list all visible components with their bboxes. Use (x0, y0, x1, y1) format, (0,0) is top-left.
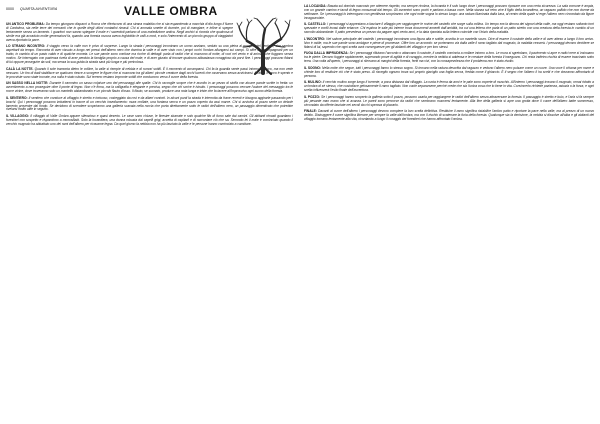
paragraph-castello: IL CASTELLO: I personaggi si apprestano a lasciare il villaggio per raggiungere le rovine del castello che sorge sulla collina. Un tempo era la dimora dei signori della valle, ma oggi restano soltanto torri spezzate e cortili invasi dalle erbacce. Chi esplora le sale più interne trova documenti anneriti dall'umidità, tra cui una lettera che parla di un patto stretto con una creatura della foresta in cambio di un raccolto abbondante. Il patto prevedeva un prezzo da pagare ogni cento anni, e la data riportata sulla lettera coincide con l'inizio della malattia. (304, 22, 594, 35)
page-number: 0000 (6, 7, 14, 11)
paragraph-mulino: IL MULINO: Il vecchio mulino sorge lungo il torrente, a poca distanza dal villaggio. La ruota è ferma da anni e le pale sono coperte di muschio. All'interno i personaggi trovano il mugnaio, ormai ridotto a un'ombra di sé stesso, che custodisce gelosamente il ramo tagliato. Non vuole separarsene perché crede che sia l'unica cosa che lo tiene in vita. Convincerlo richiede pazienza, astuzia o la forza, e ogni scelta influenzerà l'esito finale dell'avventura. (304, 80, 594, 93)
paragraph-finale: FINALE: Davanti al cuore dell'albero i personaggi devono compiere la loro scelta definitiva. Restituire il ramo significa ristabilire l'antico patto e riportare la pace nella valle, ma al prezzo di un nuovo debito. Distruggere il cuore significa liberare per sempre la valle dall'ombra, ma con il rischio di scatenare la furia della foresta. Qualunque sia la decisione, la nebbia si dissolve all'alba e gli abitanti del villaggio tornano lentamente alla vita, ricordando a lungo il coraggio dei forestieri che hanno affrontato l'ombra. (304, 109, 594, 122)
paragraph-sogno: IL SOGNO: Nella notte che segue, tutti i personaggi fanno lo stesso sogno. Si trovano nella radura descritta dal ragazzo e vedono l'albero nero pulsare come un cuore. Una voce li chiama per nome e chiede loro di restituire ciò che è stato preso. Al risveglio ognuno trova sul proprio giaciglio una foglia secca, fredda come il ghiaccio. È il segno che l'albero li ha scelti e che dovranno affrontarlo di persona. (304, 65, 595, 78)
paragraph-villaggio: IL VILLAGGIO: Il villaggio di Valle Ombra appare silenzioso e quasi deserto. Le case sono chiuse, le finestre sbarrate e solo qualche filo di fumo sale dai camini. Gli abitanti rimasti guardano i forestieri con sospetto e rispondono a monosillabi. Solo la locandiera, una donna robusta dai capelli grigi, accetta di ospitarli e di raccontare ciò che sa. Secondo lei il male è cominciato quando il vecchio mugnaio ha abbattuto uno dei rami dell'albero per ricavarne legna. Da quel giorno la nebbia non ha più lasciato la valle e le persone hanno cominciato a cambiare. (6, 114, 293, 126)
page-title: VALLE OMBRA (124, 4, 218, 18)
paragraph-sentiero: IL SENTIERO: Il sentiero che conduce al villaggio è stretto e tortuoso, costeggiato da rovi e da alberi contorti. In alcuni punti la strada è interrotta da frane recenti e bisogna aggirarle passando per i boschi. Qui i personaggi possono imbattersi in tracce di un vecchio insediamento: mura crollate, una fontana secca e un pozzo coperto da assi marce. Chi si avvicina al pozzo sente un debole lamento provenire dal fondo. Se decidono di scendere scopriranno una galleria scavata nella roccia che porta direttamente sotto le radici dell'albero nero, un passaggio dimenticato che potrebbe rivelarsi molto utile in seguito. (6, 95, 294, 112)
bare-tree-illustration (235, 17, 291, 75)
right-column (304, 5, 594, 125)
paragraph-pozzo: IL POZZO: Se i personaggi hanno scoperto la galleria sotto il pozzo, possono usarla per raggiungere le radici dell'albero senza attraversare la foresta. Il passaggio è stretto e buio, e l'aria si fa sempre più pesante man mano che si avanza. Le pareti sono percorse da radici che sembrano muoversi lentamente. Alla fine della galleria si apre una grotta dove il cuore dell'albero batte sommesso, circondato da offerte lasciate nei secoli da chi sperava di placarlo. (304, 94, 594, 107)
paragraph-locanda: LA LOCANDA: Basata sul dominio nascosto per ottenere rispetto, ma sempre ricolma, la locanda è il solo luogo dove i personaggi possono riposare con una certa sicurezza. La sala comune è ampia, con un grande camino e tavoli di legno consumati dal tempo. Gli avventori sono pochi e parlano a bassa voce. Nella stanza sul retro vive il figlio della locandiera, un ragazzo pallido che non dorme da settimane. Se i personaggi lo interrogano con gentilezza scopriranno che ogni notte sogna lo stesso luogo: una radura illuminata dalla luna, al centro della quale si erge l'albero nero circondato da figure incappucciate. (304, 4, 594, 20)
paragraph-intro: UN ANTICO PROBLEMA: Da tempo giungono dispacci a Rocca che riferiscono di una strana malattia che si sta espandendo a macchia d'olio lungo il fiume di Cardolma, sia nelle terre dei mercanti che in quelle degli ultimi contadini rimasti. Chi si ammala smette di dormire, poi di mangiare, e infine si spegne lentamente senza un lamento. I guaritori non sanno spiegare il male e i sacerdoti parlano di una maledizione antica. Negli archivi si ricorda che qualcosa di simile era già accaduto molte generazioni fa, quando una foresta oscura aveva inghiottito le valli a nord, e solo l'intervento di un piccolo gruppo di viaggiatori aveva riportato la pace. (6, 22, 233, 42)
intro-block (6, 23, 293, 43)
paragraph-fuga: FUGA DALLA IMPRUDENZA: Se i personaggi rifiutano l'accordo o attaccano il custode, il castello comincia a crollare intorno a loro. Le mura si sgretolano, il pavimento si apre e radici nere si insinuano tra le pietre. Devono fuggire rapidamente, superando prove di agilità e di coraggio, mentre la nebbia si addensa e le creature della foresta li inseguono. Chi resta indietro rischia di essere trascinato sotto terra. Una volta all'aperto, i personaggi si ritrovano ai margini della foresta, feriti ma vivi, con la consapevolezza che il problema non è stato risolto. (304, 51, 594, 64)
paragraph-notte: CALÀ LA NOTTE. Quando il sole tramonta dietro le colline, la valle si riempie di nebbia e di rumori sottili. È il momento di accamparsi. Chi fa la guardia sente passi intorno al fuoco, ma non vede nessuno. Un tiro di dadi stabilisce se qualcuno riesce a scorgere le figure che si muovono tra gli alberi: piccole creature dagli occhi lucenti che osservano senza avvicinarsi. All'alba, il fuoco è spento e le provviste sono state toccate, ma nulla è stato rubato. Sul terreno restano impronte sottili che conducono verso il cuore della foresta. (6, 66, 293, 79)
section-label: QUARTA AVVENTURA (20, 7, 58, 11)
paragraph-incontro: L'INCONTRO: Nel salone principale del castello i personaggi incontrano una figura alta e sottile, avvolta in un mantello scuro. Dice di essere il custode della valle e di aver atteso a lungo il loro arrivo. Non è ostile, ma le sue parole sono ambigue e piene di promesse. Offre loro un accordo: se porteranno via dalla valle il ramo tagliato dal mugnaio, la malattia cesserà. I personaggi devono decidere se fidarsi di lui, sapendo che ogni scelta avrà conseguenze per gli abitanti del villaggio e per loro stessi. (304, 36, 594, 49)
paragraph-sasso: UN SASSO NELLA NOTTE: Durante il cammino un sasso colpisce uno dei personaggi alle spalle. Chi lo raccoglie scopre che è avvolto in un pezzo di stoffa con alcune parole scritte in fretta: un avvertimento a non proseguire oltre il ponte di legno. Non c'è firma, ma la calligrafia è elegante e precisa, segno che chi scrive è istruito. I personaggi possono cercare l'autore del messaggio tra le rocce vicine, dove troveranno solo un mantello abbandonato e un piccolo flauto d'osso. Il flauto, se suonato, produce una nota lunga e triste che fa tacere all'improvviso ogni suono della foresta. (6, 81, 293, 94)
paragraph-strano-incontro: LO STRANO INCONTRO: Il viaggio verso la valle non è privo di sorprese. Lungo la strada i personaggi incontrano un uomo anziano, seduto su una pietra al margine del sentiero, che sembra aspettarli da tempo. Racconta di aver vissuto a lungo nei pressi dell'albero nero che domina la valle e di aver visto con i propri occhi l'ombra allungarsi sui campi. Si offre di accompagnarli per un tratto, in cambio di un pasto caldo e di qualche moneta. Le sue parole sono confuse ma ricche di dettagli: parla di radici che si muovono di notte, di voci nel vento e di animali che fuggono senza motivo. Se interrogato con pazienza rivela di aver perduto la famiglia proprio a causa del male, e di aver giurato di trovare qualcuno abbastanza coraggioso da porvi fine. I personaggi possono fidarsi di lui oppure proseguire da soli, ma senza la sua guida la strada sarà più lunga e più pericolosa. (6, 44, 293, 65)
left-column (6, 5, 293, 129)
